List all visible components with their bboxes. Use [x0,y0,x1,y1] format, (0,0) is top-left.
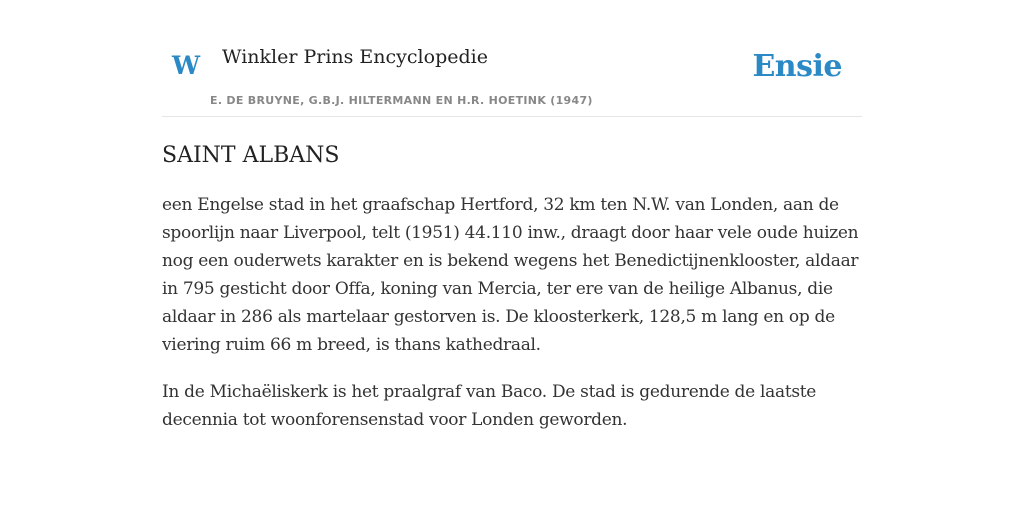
entry-title: SAINT ALBANS [162,143,340,168]
encyclopedia-header [162,0,862,117]
page-container [162,0,862,434]
winkler-prins-logo[interactable]: W [172,51,201,80]
entry-paragraph-1: een Engelse stad in het graafschap Hertford, 32 km ten N.W. van Londen, aan de spoorlijn naar Liverpool, telt (1951) 44.110 inw., draagt door haar vele oude huizen nog een ouderwets karakter en is bekend wegens het Benedictijnenklooster, aldaar in 795 gesticht door Offa, koning van Mercia, ter ere van de heilige Albanus, die aldaar in 286 als martelaar gestorven is. De kloosterkerk, 128,5 m lang en op de viering ruim 66 m breed, is thans kathedraal. [162,195,859,356]
entry-paragraph-2: In de Michaëliskerk is het praalgraf van Baco. De stad is gedurende de laatste decennia tot woonforensenstad voor Londen geworden. [162,382,817,431]
authors-line: E. DE BRUYNE, G.B.J. HILTERMANN EN H.R. HOETINK (1947) [210,94,593,107]
publication-title[interactable]: Winkler Prins Encyclopedie [222,46,488,68]
ensie-brand-logo[interactable]: Ensie [752,49,842,84]
